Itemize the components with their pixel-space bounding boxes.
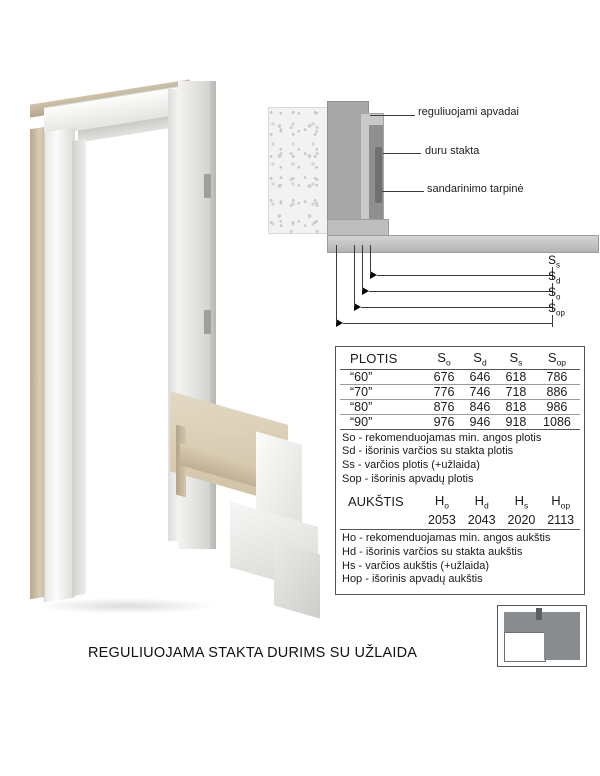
logo-top-bar <box>504 612 580 632</box>
table-row <box>340 513 580 530</box>
legend-so: So - rekomenduojamas min. angos plotis <box>342 431 542 444</box>
dim-drop-sop <box>336 245 337 323</box>
cell-70-sd: 746 <box>462 384 498 399</box>
callout-leader-stakta <box>383 153 421 154</box>
dimension-tables-panel <box>335 346 585 595</box>
callout-label-reguliuojami-apvadai: reguliuojami apvadai <box>418 106 519 118</box>
cell-90-ss: 918 <box>498 414 534 429</box>
height-table-header-ho: $H_o$ <box>434 492 449 511</box>
hinge-middle-icon <box>204 310 211 334</box>
cell-90-sd: 946 <box>462 414 498 429</box>
width-table-header-row <box>340 349 580 369</box>
legend-sop: Sop - išorinis apvadų plotis <box>342 472 474 485</box>
callout-label-sandarinimo-tarpine: sandarinimo tarpinė <box>427 183 524 195</box>
hinge-top-icon <box>204 174 211 198</box>
height-table-header-hop: $H_{op}$ <box>551 492 571 511</box>
cell-90-so: 976 <box>426 414 462 429</box>
page-title: REGULIUOJAMA STAKTA DURIMS SU UŽLAIDA <box>88 645 418 661</box>
company-logo <box>497 605 587 667</box>
dim-label-so: $S_o$ <box>548 285 561 302</box>
horizontal-section-drawing <box>265 95 600 350</box>
cell-90-sop: 1086 <box>534 414 580 429</box>
callout-label-duru-stakta: duru stakta <box>425 145 480 157</box>
legend-ss: Ss - varčios plotis (+užlaida) <box>342 459 480 472</box>
height-table-header-row <box>340 492 580 514</box>
cell-70-ss: 718 <box>498 384 534 399</box>
height-table-header-aukstis: AUKŠTIS <box>348 493 404 509</box>
width-table-header-so: $S_o$ <box>426 349 462 369</box>
frame-profile-detail <box>170 398 340 628</box>
width-table-header-sd: $S_d$ <box>462 349 498 369</box>
cell-80-so: 876 <box>426 399 462 414</box>
cell-60-sop: 786 <box>534 369 580 384</box>
dim-leader-ss <box>377 275 552 276</box>
profile-white-extension <box>274 541 320 618</box>
height-row-label <box>340 513 422 530</box>
row-size-60: “60” <box>340 369 426 384</box>
height-table-legend <box>340 530 580 590</box>
row-size-90: “90” <box>340 414 426 429</box>
cell-hd: 2043 <box>462 513 502 530</box>
table-row <box>340 414 580 429</box>
logo-dark-block <box>544 632 580 660</box>
dim-arrow-ss <box>370 271 377 279</box>
height-table-header-hd: $H_d$ <box>474 492 489 511</box>
callout-leader-apvadai <box>370 115 415 116</box>
legend-ho: Ho - rekomenduojamas min. angos aukštis <box>342 532 551 545</box>
dim-label-sop: $S_{op}$ <box>548 301 565 318</box>
dim-label-ss: $S_s$ <box>548 253 561 270</box>
dim-leader-sop <box>343 323 552 324</box>
dim-arrow-so <box>354 303 361 311</box>
width-table <box>340 349 580 430</box>
dim-arrow-sd <box>362 287 369 295</box>
frame-left-outer-face <box>44 128 75 603</box>
cell-hs: 2020 <box>502 513 542 530</box>
dim-drop-sd <box>362 245 363 291</box>
cell-80-ss: 818 <box>498 399 534 414</box>
cell-60-ss: 618 <box>498 369 534 384</box>
cell-hop: 2113 <box>541 513 580 530</box>
cell-70-sop: 886 <box>534 384 580 399</box>
cell-ho: 2053 <box>422 513 462 530</box>
cell-60-so: 676 <box>426 369 462 384</box>
cell-70-so: 776 <box>426 384 462 399</box>
dim-drop-so <box>354 245 355 307</box>
cell-60-sd: 646 <box>462 369 498 384</box>
section-gasket <box>375 147 382 203</box>
table-row <box>340 369 580 384</box>
width-table-header-sop: $S_{op}$ <box>534 349 580 369</box>
height-table-header-hs: $H_s$ <box>514 492 529 511</box>
frame-left-inner-face <box>72 139 86 596</box>
row-size-70: “70” <box>340 384 426 399</box>
legend-sd: Sd - išorinis varčios su stakta plotis <box>342 445 514 458</box>
row-size-80: “80” <box>340 399 426 414</box>
width-table-legend <box>340 430 580 490</box>
section-door-leaf <box>327 235 599 253</box>
legend-hs: Hs - varčios aukštis (+užlaida) <box>342 559 490 572</box>
legend-hd: Hd - išorinis varčios su stakta aukštis <box>342 545 523 558</box>
dim-leader-sd <box>369 291 552 292</box>
cell-80-sop: 986 <box>534 399 580 414</box>
logo-white-block <box>504 632 546 662</box>
dim-label-sd: $S_d$ <box>548 269 561 286</box>
dim-leader-so <box>361 307 552 308</box>
cell-80-sd: 846 <box>462 399 498 414</box>
legend-hop: Hop - išorinis apvadų aukštis <box>342 573 483 586</box>
height-table <box>340 492 580 531</box>
dim-drop-ss <box>370 245 371 275</box>
width-table-header-ss: $S_s$ <box>498 349 534 369</box>
table-row <box>340 399 580 414</box>
width-table-header-plotis: PLOTIS <box>340 349 426 369</box>
table-row <box>340 384 580 399</box>
dim-arrow-sop <box>336 319 343 327</box>
logo-stem <box>536 608 542 620</box>
callout-leader-tarpine <box>382 191 424 192</box>
